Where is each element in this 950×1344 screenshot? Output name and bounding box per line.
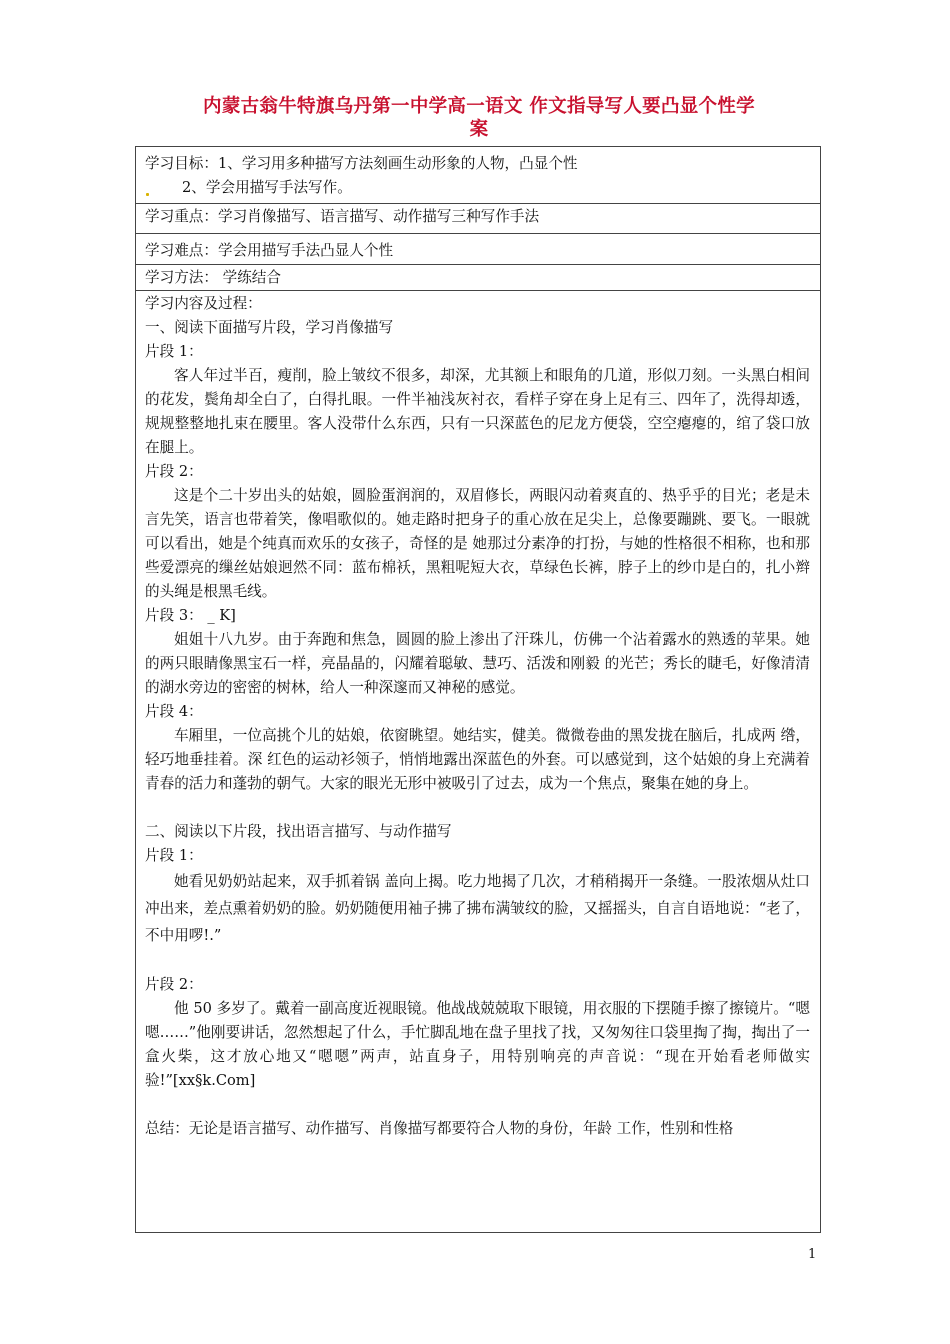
- s1-p1-text: 客人年过半百，瘦削，脸上皱纹不很多，却深，尤其额上和眼角的几道，形似刀刻。一头黑白相间的花发，鬓角却全白了，白得扎眼。一件半袖浅灰衬衣，看样子穿在身上足有三、四年了，洗得却透，规规整整地扎束在腰里。客人没带什么东西，只有一只深蓝色的尼龙方便袋，空空瘪瘪的，绾了袋口放在腿上。: [145, 367, 810, 456]
- key-points: 学习重点：学习肖像描写、语言描写、动作描写三种写作手法: [145, 208, 540, 225]
- section2-heading: 二、阅读以下片段，找出语言描写、与动作描写: [145, 823, 452, 840]
- section1-heading: 一、阅读下面描写片段，学习肖像描写: [145, 319, 394, 336]
- marker-dot-icon: [146, 193, 149, 196]
- difficulty: 学习难点：学会用描写手法凸显人个性: [145, 242, 394, 259]
- s1-p4-text: 车厢里，一位高挑个儿的姑娘，依窗眺望。她结实，健美。微微卷曲的黑发拢在脑后，扎成两 绺，轻巧地垂挂着。深 红色的运动衫领子，悄悄地露出深蓝色的外套。可以感觉到，这个姑娘的身上充满着青春的活力和蓬勃的朝气。大家的眼光无形中被吸引了过去，成为一个焦点，聚集在她的身上。: [145, 727, 810, 792]
- s1-p4-label: 片段 4：: [145, 703, 203, 720]
- divider: [136, 233, 820, 234]
- s2-p2-text: 他 50 多岁了。戴着一副高度近视眼镜。他战战兢兢取下眼镜，用衣服的下摆随手擦了擦镜片。“嗯嗯……”他刚要讲话，忽然想起了什么，手忙脚乱地在盘子里找了找，又匆匆往口袋里掏了掏，掏出了一盒火柴，这才放心地又“嗯嗯”两声，站直身子，用特别响亮的声音说：“现在开始看老师做实验!”[xx§k.Com]: [145, 1000, 810, 1089]
- s2-p2-label: 片段 2：: [145, 976, 203, 993]
- objectives-line-1: 学习目标：1、学习用多种描写方法刻画生动形象的人物，凸显个性: [145, 155, 578, 172]
- s2-p1-label: 片段 1：: [145, 847, 203, 864]
- title-line-2: 案: [469, 119, 489, 140]
- s1-p2-text: 这是个二十岁出头的姑娘，圆脸蛋润润的，双眉修长，两眼闪动着爽直的、热乎乎的目光；老是未言先笑，语言也带着笑，像唱歌似的。她走路时把身子的重心放在足尖上，总像要蹦跳、要飞。一眼就可以看出，她是个纯真而欢乐的女孩子，奇怪的是 她那过分素净的打扮，与她的性格很不相称，也和那些爱漂亮的缫丝姑娘迥然不同：蓝布棉袄，黑粗呢短大衣，草绿色长裤，脖子上的纱巾是白的，扎小辫的头绳是根黑毛线。: [145, 487, 810, 600]
- objectives-line-2-wrap: [145, 176, 810, 200]
- page-number: 1: [808, 1247, 817, 1262]
- method: 学习方法： 学练结合: [145, 269, 281, 286]
- divider: [136, 264, 820, 265]
- document-title: [135, 95, 823, 141]
- lesson-table: [135, 146, 821, 1233]
- s2-p1-text: 她看见奶奶站起来，双手抓着锅 盖向上揭。吃力地揭了几次，才稍稍揭开一条缝。一股浓烟从灶口冲出来，差点熏着奶奶的脸。奶奶随便用袖子拂了拂布满皱纹的脸，又摇摇头，自言自语地说：“老了，不中用啰!.”: [145, 873, 810, 944]
- content-heading: 学习内容及过程：: [145, 295, 262, 312]
- s1-p2-label: 片段 2：: [145, 463, 203, 480]
- s1-p3-text: 姐姐十八九岁。由于奔跑和焦急，圆圆的脸上渗出了汗珠儿，仿佛一个沾着露水的熟透的苹果。她的两只眼睛像黑宝石一样，亮晶晶的，闪耀着聪敏、慧巧、活泼和刚毅 的光芒；秀长的睫毛，好像清清的湖水旁边的密密的树林，给人一种深邃而又神秘的感觉。: [145, 631, 810, 696]
- title-line-1: 内蒙古翁牛特旗乌丹第一中学高一语文 作文指导写人要凸显个性学: [203, 96, 755, 117]
- objectives-line-2: 2、学会用描写手法写作。: [182, 179, 352, 196]
- s1-p3-label: 片段 3： _ K]: [145, 607, 236, 624]
- s1-p1-label: 片段 1：: [145, 343, 203, 360]
- divider: [136, 290, 820, 291]
- content-body: [145, 292, 810, 1141]
- summary: 总结：无论是语言描写、动作描写、肖像描写都要符合人物的身份，年龄 工作，性别和性格: [145, 1120, 734, 1137]
- divider: [136, 203, 820, 204]
